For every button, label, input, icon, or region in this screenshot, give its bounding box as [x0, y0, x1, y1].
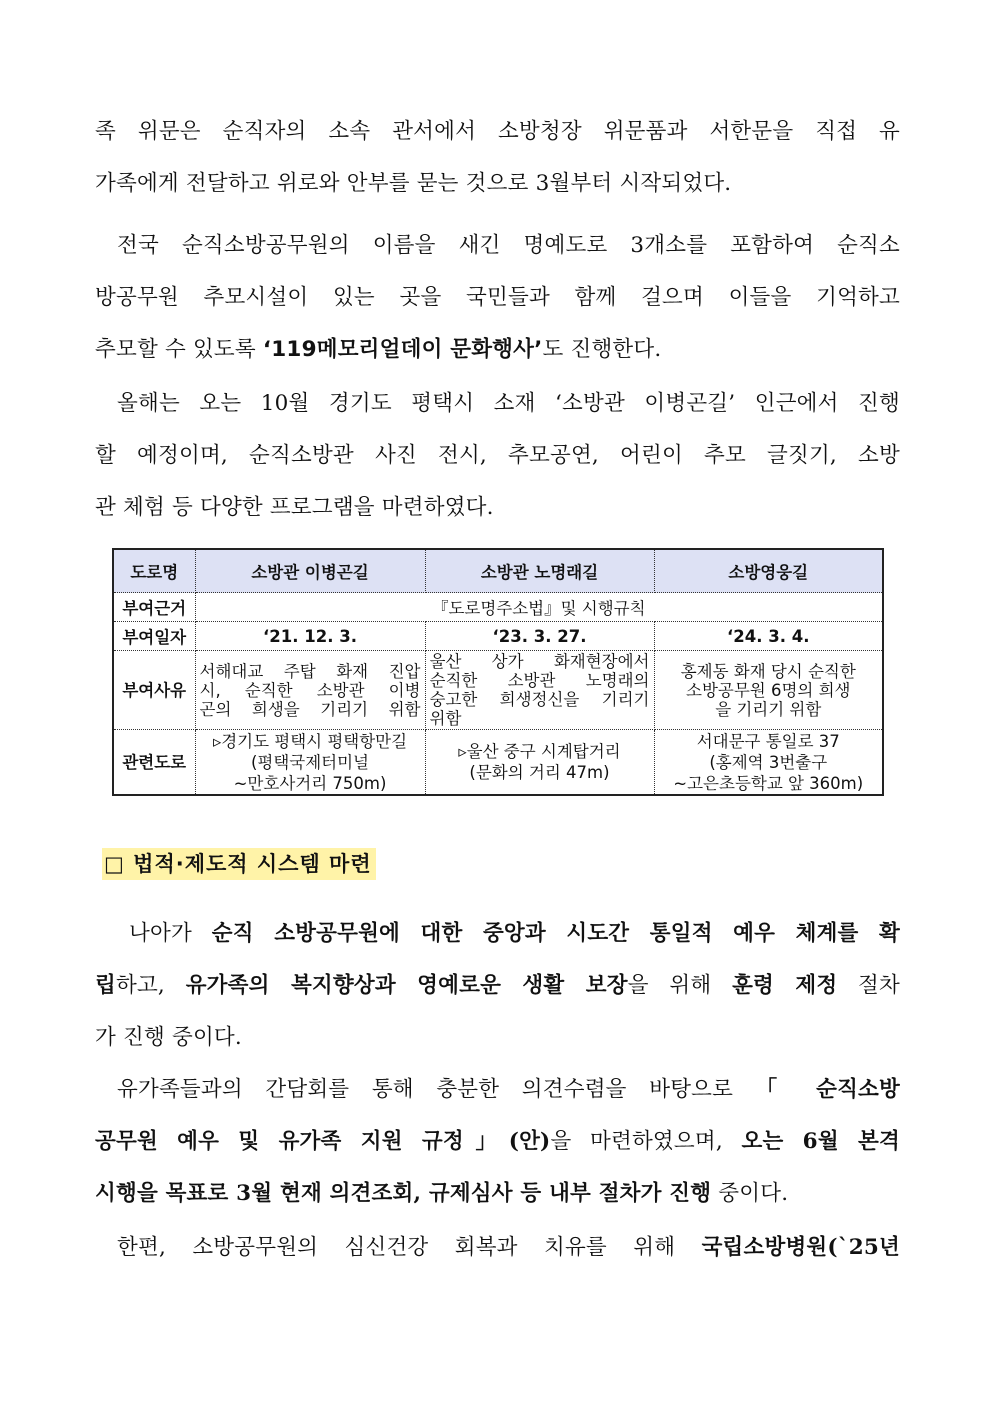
honor-roads-table	[112, 548, 884, 796]
text-line	[95, 908, 900, 960]
row-label-date: 부여일자	[113, 622, 195, 651]
row-label-related-road: 관련도로	[113, 730, 195, 796]
bold-span: 유가족의 복지향상과 영예로운 생활 보장	[185, 973, 628, 998]
reason-line: 숭고한 희생정신을 기리기	[429, 690, 650, 709]
reason-line: 홍제동 화재 당시 순직한	[680, 661, 856, 681]
road-line: ~만호사거리 750m)	[233, 773, 387, 793]
road-line: ~고은초등학교 앞 360m)	[673, 773, 864, 793]
event-name-bold: ‘119메모리얼데이 문화행사’	[262, 337, 543, 362]
section-heading-legal-system: □ 법적·제도적 시스템 마련	[102, 848, 376, 880]
table-header-row	[113, 549, 883, 593]
paragraph-memorial-event	[95, 220, 900, 376]
text-span: 중이다.	[711, 1181, 789, 1206]
table-row-basis	[113, 593, 883, 622]
reason-line: 서해대교 주탑 화재 진압	[199, 661, 421, 681]
road-line: (평택국제터미널	[250, 752, 369, 772]
paragraph-unified-honor	[95, 908, 900, 1064]
bold-span: 오는 6월 본격	[741, 1129, 900, 1154]
bold-span: 국립소방병원(`25년	[701, 1235, 900, 1260]
text-line	[95, 220, 900, 272]
row-label-reason: 부여사유	[113, 651, 195, 730]
bold-span: 공무원 예우 및 유가족 지원 규정」(안)	[95, 1129, 551, 1154]
basis-value-cell: 『도로명주소법』및 시행규칙	[195, 593, 883, 622]
road-line: 서대문구 통일로 37	[696, 731, 840, 751]
text-span: 하고,	[115, 973, 186, 998]
reason-cell	[195, 651, 425, 730]
text-line: 족 위문은 순직자의 소속 관서에서 소방청장 위문품과 서한문을 직접 유	[95, 119, 900, 144]
text-span: 전국 순직소방공무원의 이름을 새긴 명예도로 3개소를 포함하여 순직소	[117, 233, 900, 258]
bold-span: 시행을 목표로 3월 현재 의견조회, 규제심사 등 내부 절차가 진행	[95, 1181, 712, 1206]
text-span: 나아가	[129, 921, 212, 946]
text-span: 을 마련하였으며,	[550, 1129, 742, 1154]
road-line: ▹경기도 평택시 평택항만길	[212, 731, 408, 751]
road-line: (홍제역 3번출구	[709, 752, 828, 772]
reason-cell	[654, 651, 883, 730]
text-line	[95, 378, 900, 430]
text-line: 방공무원 추모시설이 있는 곳을 국민들과 함께 걸으며 이들을 기억하고	[95, 285, 900, 310]
text-line: 가족에게 전달하고 위로와 안부를 묻는 것으로 3월부터 시작되었다.	[95, 171, 732, 196]
text-line: 관 체험 등 다양한 프로그램을 마련하였다.	[95, 495, 494, 520]
reason-line: 울산 상가 화재현장에서	[429, 652, 650, 671]
text-line	[95, 1064, 900, 1116]
table-row-reason	[113, 651, 883, 730]
road-line: (문화의 거리 47m)	[469, 763, 610, 782]
text-span: 추모할 수 있도록	[95, 337, 263, 362]
text-span: 을 위해	[627, 973, 733, 998]
text-line	[95, 324, 900, 376]
bold-span: 훈령 제정	[732, 973, 838, 998]
table-row-related-road	[113, 730, 883, 796]
text-line: 할 예정이며, 순직소방관 사진 전시, 추모공연, 어린이 추모 글짓기, 소방	[95, 443, 900, 468]
text-span: 한편, 소방공무원의 심신건강 회복과 치유를 위해	[117, 1235, 702, 1260]
paragraph-this-year	[95, 378, 900, 534]
paragraph-fire-hospital	[95, 1222, 900, 1274]
road-cell	[654, 730, 883, 796]
paragraph-family-visit	[95, 106, 900, 210]
text-line	[95, 1116, 900, 1168]
header-cell-road-2: 소방관 노명래길	[425, 549, 654, 593]
text-span: 유가족들과의 간담회를 통해 충분한 의견수렴을 바탕으로	[117, 1077, 756, 1102]
date-cell: ‘23. 3. 27.	[425, 622, 654, 651]
road-cell	[195, 730, 425, 796]
reason-line: 순직한 소방관 노명래의	[429, 671, 650, 690]
honor-roads-table-wrapper	[112, 548, 882, 796]
date-cell: ‘21. 12. 3.	[195, 622, 425, 651]
header-cell-road-1: 소방관 이병곤길	[195, 549, 425, 593]
paragraph-regulation	[95, 1064, 900, 1220]
bold-span: 「 순직소방	[755, 1077, 900, 1102]
text-line	[95, 1168, 900, 1220]
reason-line: 시, 순직한 소방관 이병	[199, 680, 421, 700]
table-row-date	[113, 622, 883, 651]
road-line: ▹울산 중구 시계탑거리	[458, 742, 621, 761]
text-span: 도 진행한다.	[542, 337, 662, 362]
date-cell: ‘24. 3. 4.	[654, 622, 883, 651]
reason-line: 위함	[429, 709, 462, 728]
row-label-basis: 부여근거	[113, 593, 195, 622]
road-cell	[425, 730, 654, 796]
text-line	[95, 960, 900, 1012]
header-cell-road-3: 소방영웅길	[654, 549, 883, 593]
reason-line: 소방공무원 6명의 희생	[686, 680, 851, 700]
reason-line: 곤의 희생을 기리기 위함	[199, 699, 421, 719]
header-cell-road-name: 도로명	[113, 549, 195, 593]
text-span: 절차	[837, 973, 900, 998]
bold-span: 순직 소방공무원에 대한 중앙과 시도간 통일적 예우 체계를 확	[211, 921, 900, 946]
reason-line: 을 기리기 위함	[715, 699, 822, 719]
text-line	[95, 1222, 900, 1274]
text-span: 올해는 오는 10월 경기도 평택시 소재 ‘소방관 이병곤길’ 인근에서 진행	[117, 391, 900, 416]
text-line: 가 진행 중이다.	[95, 1025, 242, 1050]
reason-cell	[425, 651, 654, 730]
bold-span: 립	[95, 973, 116, 998]
